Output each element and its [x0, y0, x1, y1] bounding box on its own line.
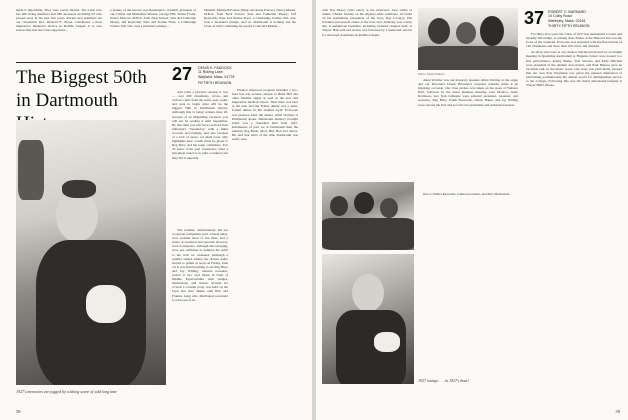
body-paragraph: Allen Wormer was our honorary speaker. Allen Wormer at the organ and our Reverend Chuck Brewster's eloquent remarks made it an inspiring occasion. Our class picture was taken on the steps of Webster Hall, followed by the usual business meeting. Ken Monroe, Andy Robinson, and Tom Gillespie were selected president, treasurer, and secretary. Reg Bucy, Frank Bosworth, Chuck Baker, and Jay Willing were elected the first and second vice presidents and assistant treasurer. — [418, 78, 518, 107]
left-top-text-col-2: a feature of the service was Randolph L. Kramm, grandson of our Clifton and Madelaine Warren. George Hill, Walter Frank, Nancy Morrow, M.B.A. from Tuck School; Stan and Catherine Mosey, Jeff Reynolds; Nate and Norine Freer, a Cambridge brother Jim, who took a mourner's pledge ... — [110, 8, 196, 29]
class-number: 27 — [172, 64, 193, 84]
right-page — [316, 0, 628, 420]
reunion-photo-skiing — [16, 120, 166, 385]
right-top-text-col-1: with Nat Morey (who else?) at the keyboard. Jack Gibbs at drums, Charlie Stanley on the slippery-slide trombone, Al Waltz on his homemade saxophone of the boys, Ray Lovejoy, Hal Worthen and several others at the bass viol. Saturday was a busy day. A sumptuous breakfast, including creamed chipped beef, at Thayer Hall with old stories was followed by a memorial service for deceased classmates in Rollins Chapel. — [322, 8, 412, 37]
reunion-subhead: FIFTIETH REUNION — [198, 81, 232, 85]
class-secretary-block — [198, 66, 298, 79]
body-paragraph: And what a glorious reunion it was — over 260 classmates, wives, and widows came from the north, east, south, and west to begin what will be the biggest 50th in Dartmouth history. Although this is being written June 20, because of an impending vacation, you will not be reading it until September. By that time you will have received Tom Gillespie's "Speakeasy" with a fuller account. Accordingly, and also because of a lack of space, we shall cover only highlights here. Credit must be given to Reg Bucy and his large committee. You all know from past experience what a herculean task it is to plan a reunion; but they did it superbly. — [172, 90, 228, 160]
photo-figure — [354, 192, 374, 214]
photo-instrument — [374, 332, 400, 352]
left-rule — [16, 62, 296, 63]
body-paragraph: For thirty-five years the Class of 1937 has maintained a warm and friendly fellowship. A rousing class dinner at the Hanover Inn was the focus of the weekend. Everyone was surprised with the fine turnout of 162 classmates and more than 100 wives and children. — [526, 32, 622, 49]
class-number-37: 37 — [524, 8, 545, 28]
photo-figure — [456, 22, 476, 44]
reunion-photo-musicians — [322, 254, 414, 384]
right-body-col-3 — [526, 32, 622, 388]
right-photo-caption: 1927 swings . . . in 1927's boat! — [418, 378, 469, 383]
photo-figure-hair — [62, 180, 96, 198]
article-headline: The Biggest 50th in Dartmouth — [16, 67, 147, 111]
photo-figure-head — [352, 274, 384, 312]
photo-crowd — [418, 46, 518, 70]
photo-hand — [86, 285, 126, 323]
photo-figure — [480, 16, 504, 46]
right-page-number: 59 — [615, 409, 620, 414]
body-paragraph: Friday's afternoon program included a two-hour bus trip around campus to Bulls Hill and other familiar sights as well as the new and impressive medical school. Then there was beer at the tent, and the Friday dinner was a semi-formal dinner in the Alumni Gym. Everyone was pleased. After the dinner, Allen Wormer at Dartmouth spoke. Dartmouth memory brought home was a cherished man from 1927. Kindnesses of past we at Dartmouth then the reunion. Peg Brick, Mort, Bill, Bob and others. He said that most of the time Dartmouth was really ours. — [232, 88, 298, 142]
class-secretary-block-37 — [548, 10, 622, 23]
body-paragraph: fine to Wilder Reynolds, reunion treasurer, and Mac Mackenzie. — [423, 192, 511, 196]
left-top-text-col-1: made it impossible. They were sorely missed. The Class now has 260 living members and 280 deceased, including 63 who passed away in the past five years. Recent new members are our classmates Rev. Richard E. Boyer contributed a most impressive memorial service in Rollins Chapel. It is also noteworthy that the Class supported ... — [16, 8, 102, 33]
body-paragraph: The weather, unfortunately, did not cooperate completely well. Cloudy skies, cool weather most of the time, and a series of scattered and sporadic showers, even downpours, although discouraging, were not sufficient to dampen the spirit to the wall we weekend. Although a somber armed outlier, the drones really started to gather at noon on Friday, June 10. It was heartwarming to see Reg Bucy and Jay Willing, reunion treasurer, seated at two card tables in front of Middle Fayerweather with badges, instructions, and tickets. Around six o'clock a cocktail party was held on the lawn and later dinner with Bob and Frankie Lang who distributed souvenirs to each one of us. — [172, 228, 228, 302]
secretary-name: DENIS K. FADDOCK — [198, 66, 232, 70]
left-body-col-3 — [232, 88, 298, 388]
right-body-col-1 — [418, 78, 518, 188]
body-paragraph: As those who were at our outdoor luncheon followed by an alumni meeting in Spaulding Auditorium at Hopkins Center were treated to a fine performance. Kenny Burke, Stan Stevens, and Earle Mitchell were president of the Alumni Association, and Paul Hanson gave an excellent talk on the music scene. Our class was particularly pleased that our own Stan Weymann was given the unusual distinction of performing posthumously the annual award for distinguished service to the College. Following this was the much anticipated banquet at Thayer Hall's House. — [526, 50, 622, 88]
left-page-number: 58 — [16, 409, 21, 414]
address-line-2: Wellesley, Mass. 02181 — [548, 18, 586, 23]
address-line-1: 11 Rolling Lane — [198, 70, 223, 75]
reunion-photo-group — [322, 182, 414, 250]
left-photo-caption: 1927's memories are jogged by a skiing scene of sold long time — [16, 389, 118, 394]
left-page — [0, 0, 312, 420]
photo-credit: Photo: Stuart Hudson — [418, 72, 445, 76]
reunion-subhead-37: THIRTY-FIFTH REUNION — [548, 24, 590, 28]
address-line-2: Wayland, Mass. 01778 — [198, 74, 235, 79]
address-line-1: 10 Colby Road — [548, 14, 572, 19]
left-body-col-2 — [172, 228, 228, 388]
class-photo-top — [418, 8, 518, 70]
photo-crowd — [322, 218, 414, 250]
left-top-text-col-3: Dunstill, Elizabeth Fauver (King and Annie Fauver), Nancy Marter, M.B.A. from Tuck School; Stan and Catherine Mosey; Jeff Reynolds; Nate and Norine Freer, a Cambridge brother Jim, who took a mourner's pledge. And so, Dartmouth is nothing and the Class of 1922 continuing its loyalty to the Old Mother ... — [204, 8, 296, 29]
photo-background-figure — [18, 140, 44, 200]
photo-figure — [380, 198, 398, 218]
secretary-name: ROBERT C. BARNARD — [548, 10, 587, 14]
left-body-col-1 — [172, 90, 228, 225]
photo-figure — [330, 196, 348, 216]
right-body-col-2 — [418, 192, 518, 388]
photo-figure — [428, 18, 450, 44]
